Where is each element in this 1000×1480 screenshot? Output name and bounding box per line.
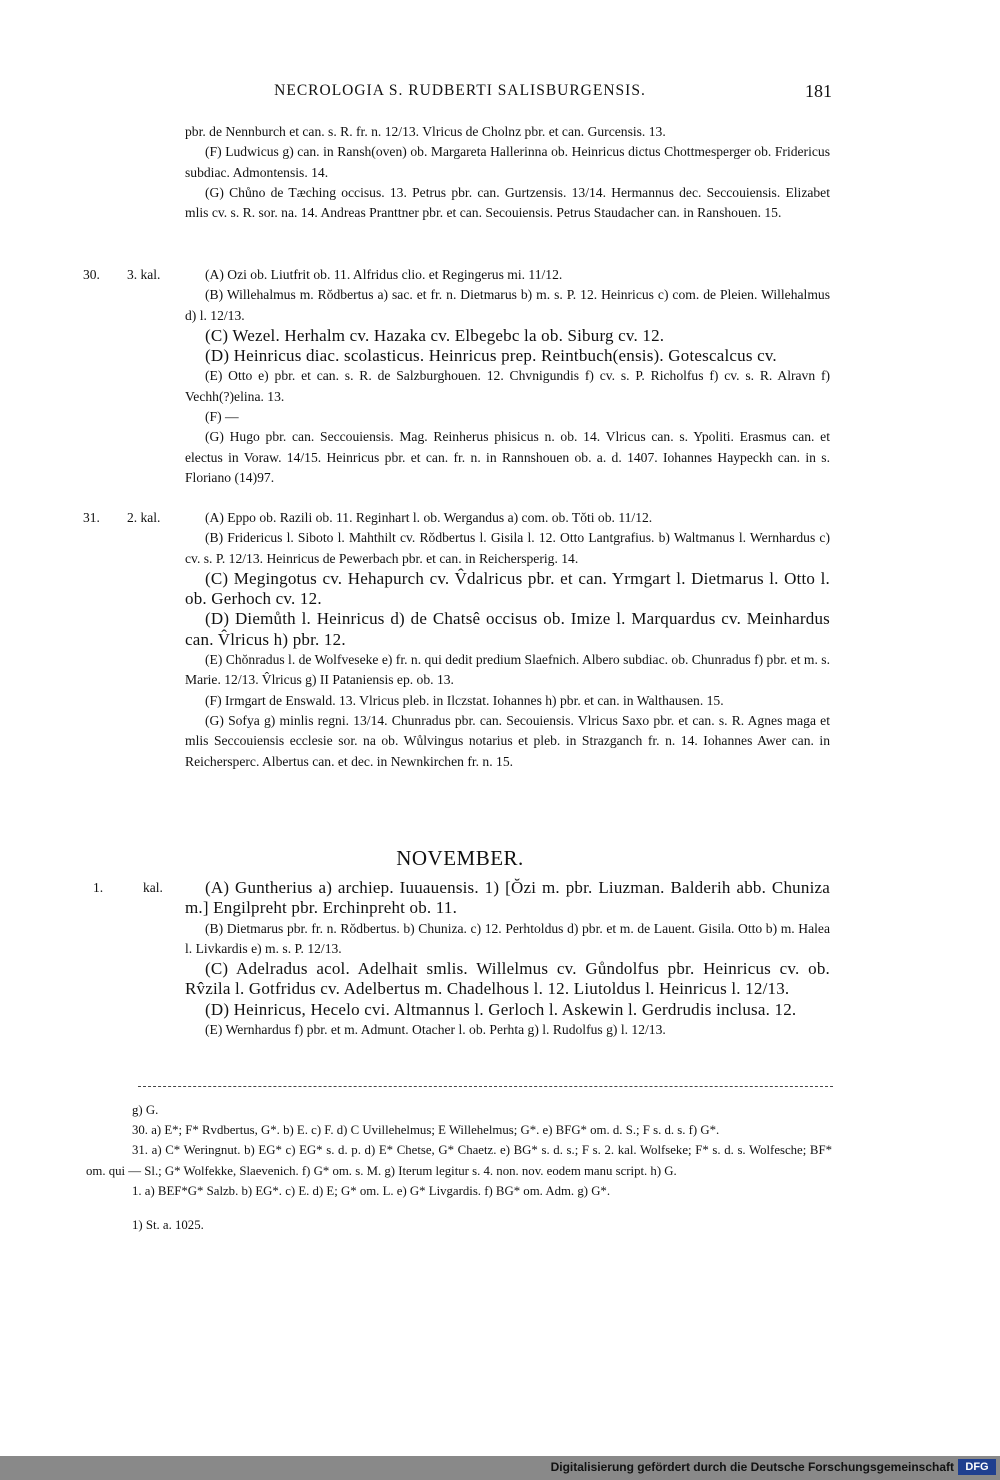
entry-paragraph: (G) Hugo pbr. can. Seccouiensis. Mag. Reinherus phisicus n. ob. 14. Vlricus can. s. Ypoliti. Erasmus can. et electus in Voraw. 14/15. Heinricus pbr. et can. fr. n. in Rannshouen ob. a. d. 1407. Iohannes Haypeckh can. in s. Floriano (14)97. (185, 429, 830, 485)
entry-paragraph: (G) Chůno de Tæching occisus. 13. Petrus pbr. can. Gurtzensis. 13/14. Hermannus dec. Seccouiensis. Elizabet mlis cv. s. R. sor. na. 14. Andreas Pranttner pbr. et can. Secouiensis. Petrus Staudacher can. in Ranshouen. 15. (185, 184, 830, 221)
entry-number: 1. (93, 880, 104, 895)
entry-kalend: kal. (143, 880, 163, 895)
entry-paragraph: (A) Eppo ob. Razili ob. 11. Reginhart l. ob. Wergandus a) com. ob. Tŏti ob. 11/12. (205, 510, 653, 525)
footnote: g) G. (132, 1103, 159, 1117)
section-title: NOVEMBER. (396, 846, 524, 870)
entry-paragraph: (F) — (205, 409, 239, 425)
page-header (0, 82, 1000, 106)
entry-paragraph: pbr. de Nennburch et can. s. R. fr. n. 12/13. Vlricus de Cholnz pbr. et can. Gurcensis. 13. (185, 124, 666, 139)
entry-30 (185, 265, 830, 488)
entry-paragraph: (C) Wezel. Herhalm cv. Hazaka cv. Elbegebc la ob. Siburg cv. 12. (205, 325, 665, 345)
entry-paragraph: (A) Guntherius a) archiep. Iuuauensis. 1) [Ŏzi m. pbr. Liuzman. Balderih abb. Chuniza m.] Engilpreht pbr. Erchinpreht ob. 11. (185, 878, 830, 918)
entry-paragraph: (F) Ludwicus g) can. in Ransh(oven) ob. Margareta Hallerinna ob. Heinricus dictus Chottmesperger ob. Fridericus subdiac. Admontensis. 14. (185, 144, 830, 180)
entry-paragraph: (F) Irmgart de Enswald. 13. Vlricus pleb. in Ilczstat. Iohannes h) pbr. et can. in Walthausen. 15. (205, 692, 724, 708)
footnote: 1) St. a. 1025. (132, 1218, 204, 1233)
entry-paragraph: (E) Chŏnradus l. de Wolfveseke e) fr. n. qui dedit predium Slaefnich. Albero subdiac. ob. Chunradus f) pbr. et m. s. Marie. 12/13. V̂lricus g) II Pataniensis ep. ob. 13. (185, 652, 830, 688)
entry-kalend: 2. kal. (127, 510, 161, 525)
entry-paragraph: (D) Heinricus diac. scolasticus. Heinricus prep. Reintbuch(ensis). Gotescalcus cv. (205, 346, 777, 366)
entry-paragraph: (E) Otto e) pbr. et can. s. R. de Salzburghouen. 12. Chvnigundis f) cv. s. P. Richolfus f) cv. s. R. Alravn f) Vechh(?)elina. 13. (185, 368, 830, 404)
entry-paragraph: (C) Megingotus cv. Hehapurch cv. V̂dalricus pbr. et can. Yrmgart l. Dietmarus l. Otto l. ob. Gerhoch cv. 12. (185, 568, 830, 609)
entry-number: 30. (83, 267, 100, 282)
entry-paragraph: (B) Willehalmus m. Rŏdbertus a) sac. et fr. n. Dietmarus b) m. s. P. 12. Heinricus c) com. de Pleien. Willehalmus d) l. 12/13. (185, 287, 830, 323)
footnote: 30. a) E*; F* Rvdbertus, G*. b) E. c) F. d) C Uvillehelmus; E Willehelmus; G*. e) BFG* om. d. S.; F s. d. s. f) G*. (132, 1123, 720, 1138)
dfg-logo: DFG (958, 1459, 996, 1475)
footnote: 31. a) C* Weringnut. b) EG* c) EG* s. d. p. d) E* Chetse, G* Chaetz. e) BG* s. d. s.; F s. 2. kal. Wolfseke; F* s. d. s. Wolfesche; BF* om. qui — Sl.; G* Wolfekke, Slaevenich. f) G* om. s. M. g) Iterum legitur s. 4. non. nov. eodem manu script. h) G. (86, 1143, 832, 1178)
footnote-gap (86, 1201, 832, 1215)
entry-paragraph: (B) Fridericus l. Siboto l. Mahthilt cv. Rŏdbertus l. Gisila l. 12. Otto Lantgrafius. b) Waltmanus l. Wernhardus c) cv. s. P. 12/13. Heinricus de Pewerbach pbr. et can. in Reichersperig. 14. (185, 530, 830, 566)
entry-number: 31. (83, 510, 100, 525)
footnotes (86, 1100, 832, 1235)
entry-paragraph: (G) Sofya g) minlis regni. 13/14. Chunradus pbr. can. Secouiensis. Vlricus Saxo pbr. et can. s. R. Agnes maga et mlis Seccouiensis ecclesie sor. na ob. Wůlvingus notarius et pleb. in Strazganch fr. n. 14. Iohannes Awer can. in Reichersperc. Albertus can. et dec. in Newnkirchen fr. n. 15. (185, 712, 830, 769)
entry-paragraph: (D) Heinricus, Hecelo cvi. Altmannus l. Gerloch l. Askewin l. Gerdrudis inclusa. 12. (205, 999, 797, 1019)
entry-paragraph: (A) Ozi ob. Liutfrit ob. 11. Alfridus clio. et Regingerus mi. 11/12. (205, 267, 563, 282)
page-number: 181 (805, 81, 832, 101)
entry-paragraph: (D) Diemůth l. Heinricus d) de Chatsê occisus ob. Imize l. Marquardus cv. Meinhardus can. V̂lricus h) pbr. 12. (185, 609, 830, 649)
footnote: 1. a) BEF*G* Salzb. b) EG*. c) E. d) E; G* om. L. e) G* Livgardis. f) BG* om. Adm. g) G*. (132, 1183, 611, 1198)
entry-31 (185, 508, 830, 772)
footnote-divider (138, 1086, 833, 1087)
footer-bar (0, 1456, 1000, 1480)
entry-continuation (185, 122, 830, 223)
entry-november-1 (185, 878, 830, 1040)
entry-kalend: 3. kal. (127, 267, 161, 282)
entry-paragraph: (B) Dietmarus pbr. fr. n. Rŏdbertus. b) Chuniza. c) 12. Perhtoldus d) pbr. et m. de Lauent. Gisila. Otto b) m. Halea l. Livkardis e) m. s. P. 12/13. (185, 920, 830, 956)
funding-credit: Digitalisierung gefördert durch die Deutsche Forschungsgemeinschaft (550, 1460, 954, 1474)
entry-paragraph: (C) Adelradus acol. Adelhait smlis. Willelmus cv. Gůndolfus pbr. Heinricus cv. ob. Rv̂zila l. Gotfridus cv. Adelbertus m. Chadelhous l. 12. Liutoldus l. Heinricus l. 12/13. (185, 959, 830, 999)
running-title: NECROLOGIA S. RUDBERTI SALISBURGENSIS. (274, 82, 646, 99)
entry-paragraph: (E) Wernhardus f) pbr. et m. Admunt. Otacher l. ob. Perhta g) l. Rudolfus g) l. 12/13. (205, 1022, 666, 1038)
